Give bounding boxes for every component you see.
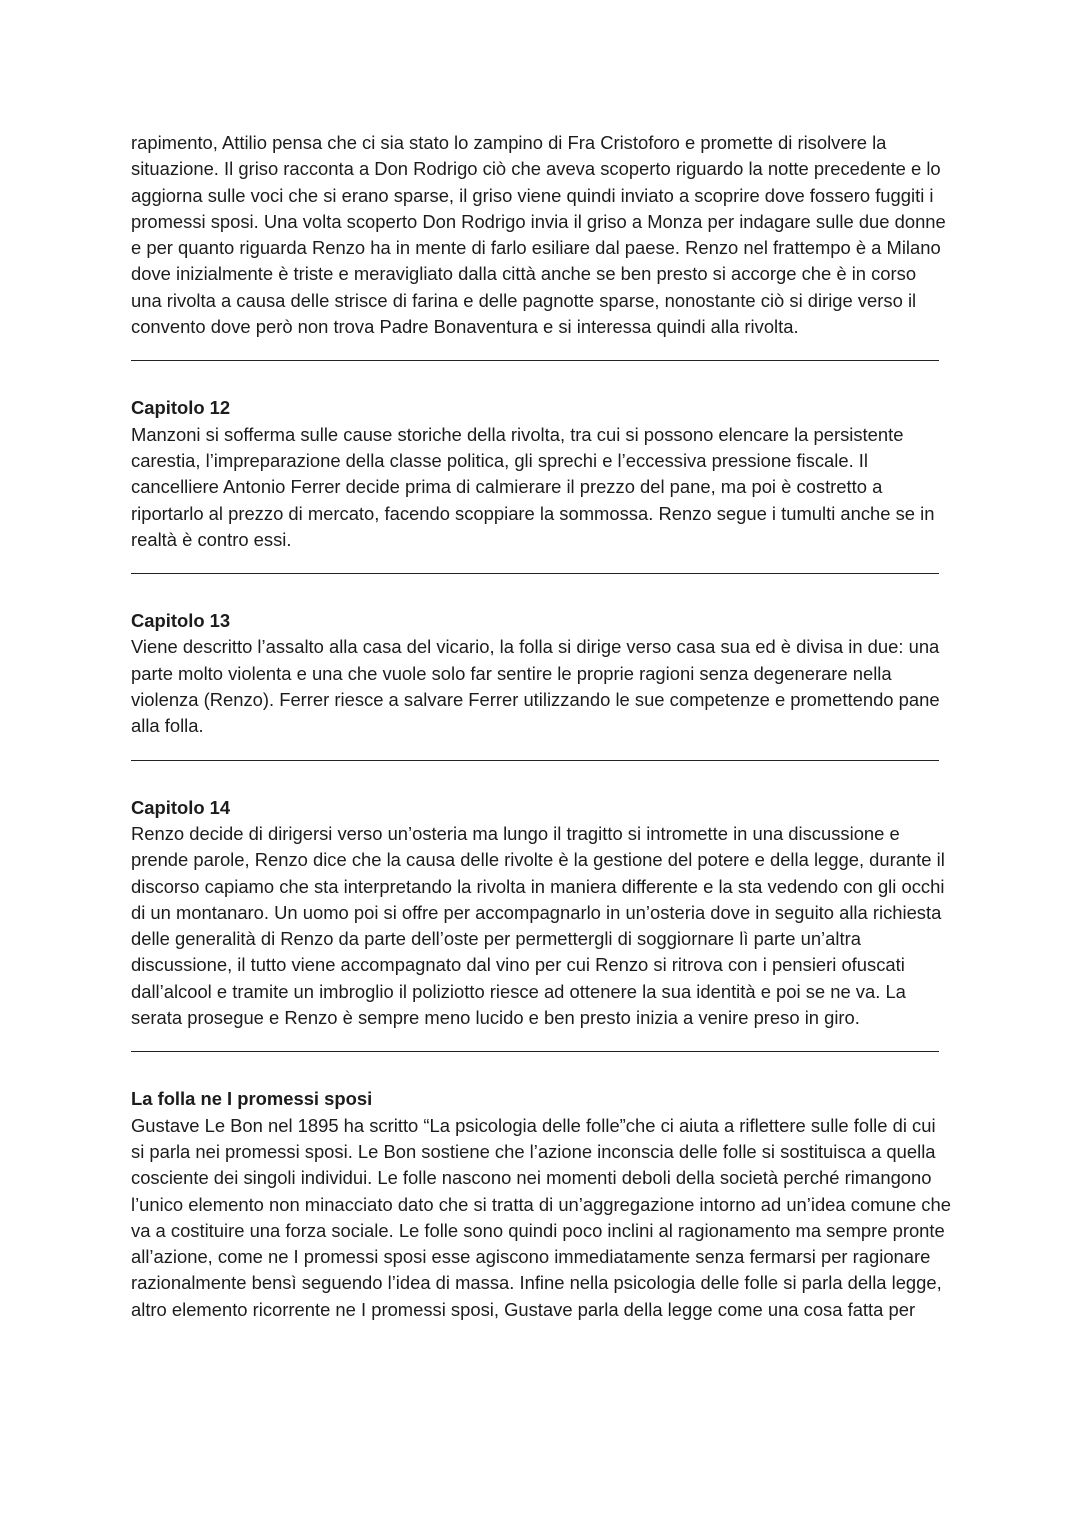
section-heading: La folla ne I promessi sposi: [131, 1088, 373, 1110]
section-body: Manzoni si sofferma sulle cause storiche della rivolta, tra cui si possono elencare la persistente carestia, l’impreparazione della classe politica, gli sprechi e l’eccessiva pressione fiscale. Il cancelliere Antonio Ferrer decide prima di calmierare il prezzo del pane, ma poi è costretto a riportarlo al prezzo di mercato, facendo scoppiare la sommossa. Renzo segue i tumulti anche se in realtà è contro essi.: [131, 423, 935, 550]
section-capitolo-12: [131, 395, 951, 553]
section-heading: Capitolo 13: [131, 610, 231, 632]
section-heading: Capitolo 14: [131, 796, 231, 818]
section-body: Renzo decide di dirigersi verso un’osteria ma lungo il tragitto si intromette in una discussione e prende parole, Renzo dice che la causa delle rivolte è la gestione del potere e della legge, durante il discorso capiamo che sta interpretando la rivolta in maniera differente e la sta vedendo con gli occhi di un montanaro. Un uomo poi si offre per accompagnarlo in un’osteria dove in seguito alla richiesta delle generalità di Renzo da parte dell’oste per permettergli di soggiornare lì parte un’altra discussione, il tutto viene accompagnato dal vino per cui Renzo si ritrova con i pensieri ofuscati dall’alcool e tramite un imbroglio il poliziotto riesce ad ottenere la sua identità e poi se ne va. La serata prosegue e Renzo è sempre meno lucido e ben presto inizia a venire preso in giro.: [131, 822, 945, 1029]
section-body: Gustave Le Bon nel 1895 ha scritto “La psicologia delle folle”che ci aiuta a riflettere sulle folle di cui si parla nei promessi sposi. Le Bon sostiene che l’azione inconscia delle folle si sostituisca a quella cosciente dei singoli individui. Le folle nascono nei momenti deboli della società perché rimangono l’unico elemento non minacciato dato che si tratta di un’aggregazione intorno ad un’idea comune che va a costituire una forza sociale. Le folle sono quindi poco inclini al ragionamento ma sempre pronte all’azione, come ne I promessi sposi esse agiscono immediatamente senza fermarsi per ragionare razionalmente bensì seguendo l’idea di massa. Infine nella psicologia delle folle si parla della legge, altro elemento ricorrente ne I promessi sposi, Gustave parla della legge come una cosa fatta per: [131, 1114, 951, 1320]
section-capitolo-14: [131, 795, 951, 1032]
intro-paragraph: rapimento, Attilio pensa che ci sia stato lo zampino di Fra Cristoforo e promette di risolvere la situazione. Il griso racconta a Don Rodrigo ciò che aveva scoperto riguardo la notte precedente e lo aggiorna sulle voci che si erano sparse, il griso viene quindi inviato a scoprire dove fossero fuggiti i promessi sposi. Una volta scoperto Don Rodrigo invia il griso a Monza per indagare sulle due donne e per quanto riguarda Renzo ha in mente di farlo esiliare dal paese. Renzo nel frattempo è a Milano dove inizialmente è triste e meravigliato dalla città anche se ben presto si accorge che è in corso una rivolta a causa delle strisce di farina e delle pagnotte sparse, nonostante ciò si dirige verso il convento dove però non trova Padre Bonaventura e si interessa quindi alla rivolta.: [131, 132, 946, 338]
document-page: [131, 130, 951, 1323]
section-capitolo-13: [131, 608, 951, 739]
section-la-folla: [131, 1086, 951, 1323]
section-body: Viene descritto l’assalto alla casa del vicario, la folla si dirige verso casa sua ed è divisa in due: una parte molto violenta e una che vuole solo far sentire le proprie ragioni senza degenerare nella violenza (Renzo). Ferrer riesce a salvare Ferrer utilizzando le sue competenze e promettendo pane alla folla.: [131, 636, 940, 737]
section-heading: Capitolo 12: [131, 397, 231, 419]
